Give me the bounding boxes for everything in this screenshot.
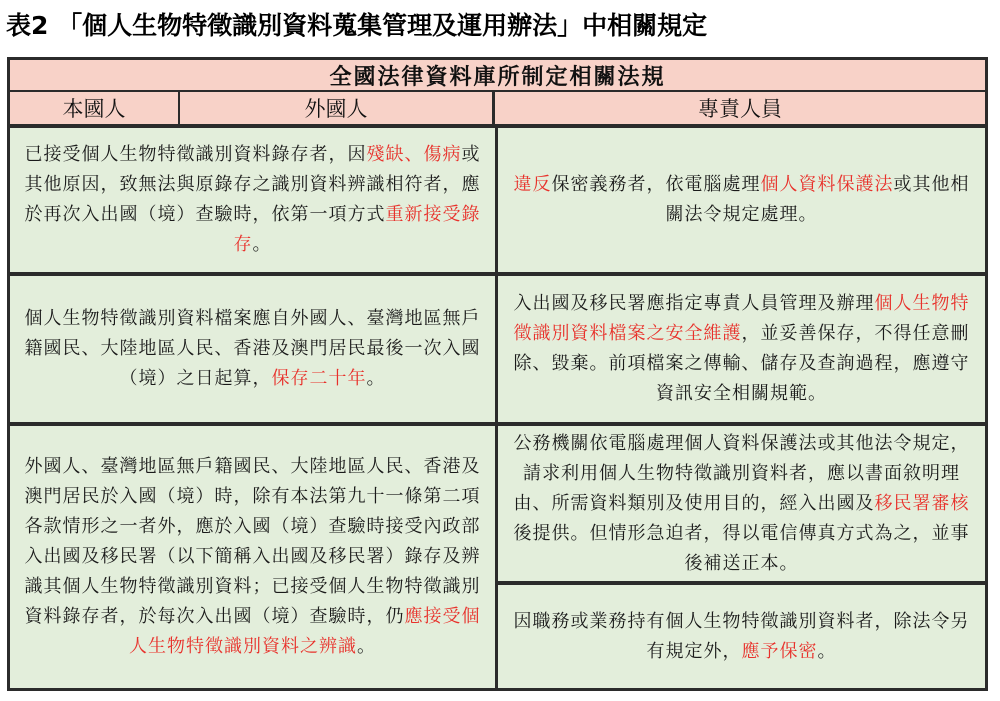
highlighted-text: 應接受個人生物特徵識別資料之辨識 <box>129 606 481 657</box>
text-run: 外國人、臺灣地區無戶籍國民、大陸地區人民、香港及澳門居民於入國（境）時，除有本法第九十一條第二項各款情形之一者外，應於入國（境）查驗時接受內政部入出國及移民署（以下簡稱入出國及移民署）錄存及辨識其個人生物特徵識別資料；已接受個人生物特徵識別資料錄存者，於每次入出國（境）查驗時，仍 <box>24 456 481 627</box>
highlighted-text: 殘缺、傷病 <box>366 144 462 165</box>
highlighted-text: 應予保密 <box>741 640 818 662</box>
highlighted-text: 個人生物特徵識別資料檔案之安全維護 <box>513 293 970 344</box>
text-run: 入出國及移民署應指定專責人員管理及辦理 <box>513 293 875 314</box>
text-run: 已接受個人生物特徵識別資料錄存者，因 <box>24 144 367 165</box>
text-run: ，並妥善保存，不得任意刪除、毀棄。前項檔案之傳輸、儲存及查詢過程，應遵守資訊安全相關規範。 <box>513 323 970 404</box>
header-staff: 專責人員 <box>495 92 985 126</box>
text-run: 或其他原因，致無法與原錄存之識別資料辨識相符者，應於再次入出國（境）查驗時，依第一項方式 <box>24 144 481 225</box>
cell-text <box>20 452 485 662</box>
row-divider <box>10 126 985 128</box>
right-cell <box>498 276 985 422</box>
right-cell <box>498 426 985 581</box>
text-run: 或其他相關法令規定處理。 <box>665 174 970 225</box>
highlighted-text: 違反 <box>513 174 552 195</box>
text-run: 因職務或業務持有個人生物特徵識別資料者，除法令另有規定外， <box>513 610 970 662</box>
highlighted-text: 保存二十年 <box>271 368 367 389</box>
row-divider <box>498 581 985 585</box>
header-foreigner: 外國人 <box>180 92 495 126</box>
highlighted-text: 移民署審核 <box>874 492 970 514</box>
text-run: 。 <box>357 636 376 657</box>
right-cell <box>498 128 985 272</box>
highlighted-text: 個人資料保護法 <box>760 174 894 195</box>
text-run: 。 <box>252 234 272 255</box>
left-cell <box>10 276 495 422</box>
text-run: 。 <box>366 368 386 389</box>
text-run: 公務機關依電腦處理個人資料保護法或其他法令規定，請求利用個人生物特徵識別資料者，應以書面敘明理由、所需資料類別及使用目的，經入出國及 <box>513 432 970 514</box>
left-cell <box>10 128 495 272</box>
row-divider <box>10 422 985 426</box>
cell-text <box>508 607 975 667</box>
header-national: 本國人 <box>10 92 180 126</box>
cell-text <box>508 170 975 230</box>
cell-text <box>508 289 975 409</box>
text-run: 個人生物特徵識別資料檔案應自外國人、臺灣地區無戶籍國民、大陸地區人民、香港及澳門居民最後一次入國（境）之日起算， <box>24 308 481 389</box>
text-run: 保密義務者，依電腦處理 <box>551 174 761 195</box>
column-divider <box>495 126 498 688</box>
highlighted-text: 重新接受錄存 <box>233 204 481 255</box>
left-cell <box>10 426 495 688</box>
text-run: 後提供。但情形急迫者，得以電信傳真方式為之，並事後補送正本。 <box>513 522 970 574</box>
text-run: 。 <box>817 640 837 662</box>
cell-text <box>508 429 975 579</box>
regulation-table <box>7 57 988 691</box>
right-cell <box>498 585 985 688</box>
table-title: 全國法律資料庫所制定相關法規 <box>10 60 985 92</box>
cell-text <box>20 304 485 394</box>
cell-text <box>20 140 485 260</box>
row-divider <box>10 272 985 276</box>
table-caption: 表2 「個人生物特徵識別資料蒐集管理及運用辦法」中相關規定 <box>6 11 708 40</box>
